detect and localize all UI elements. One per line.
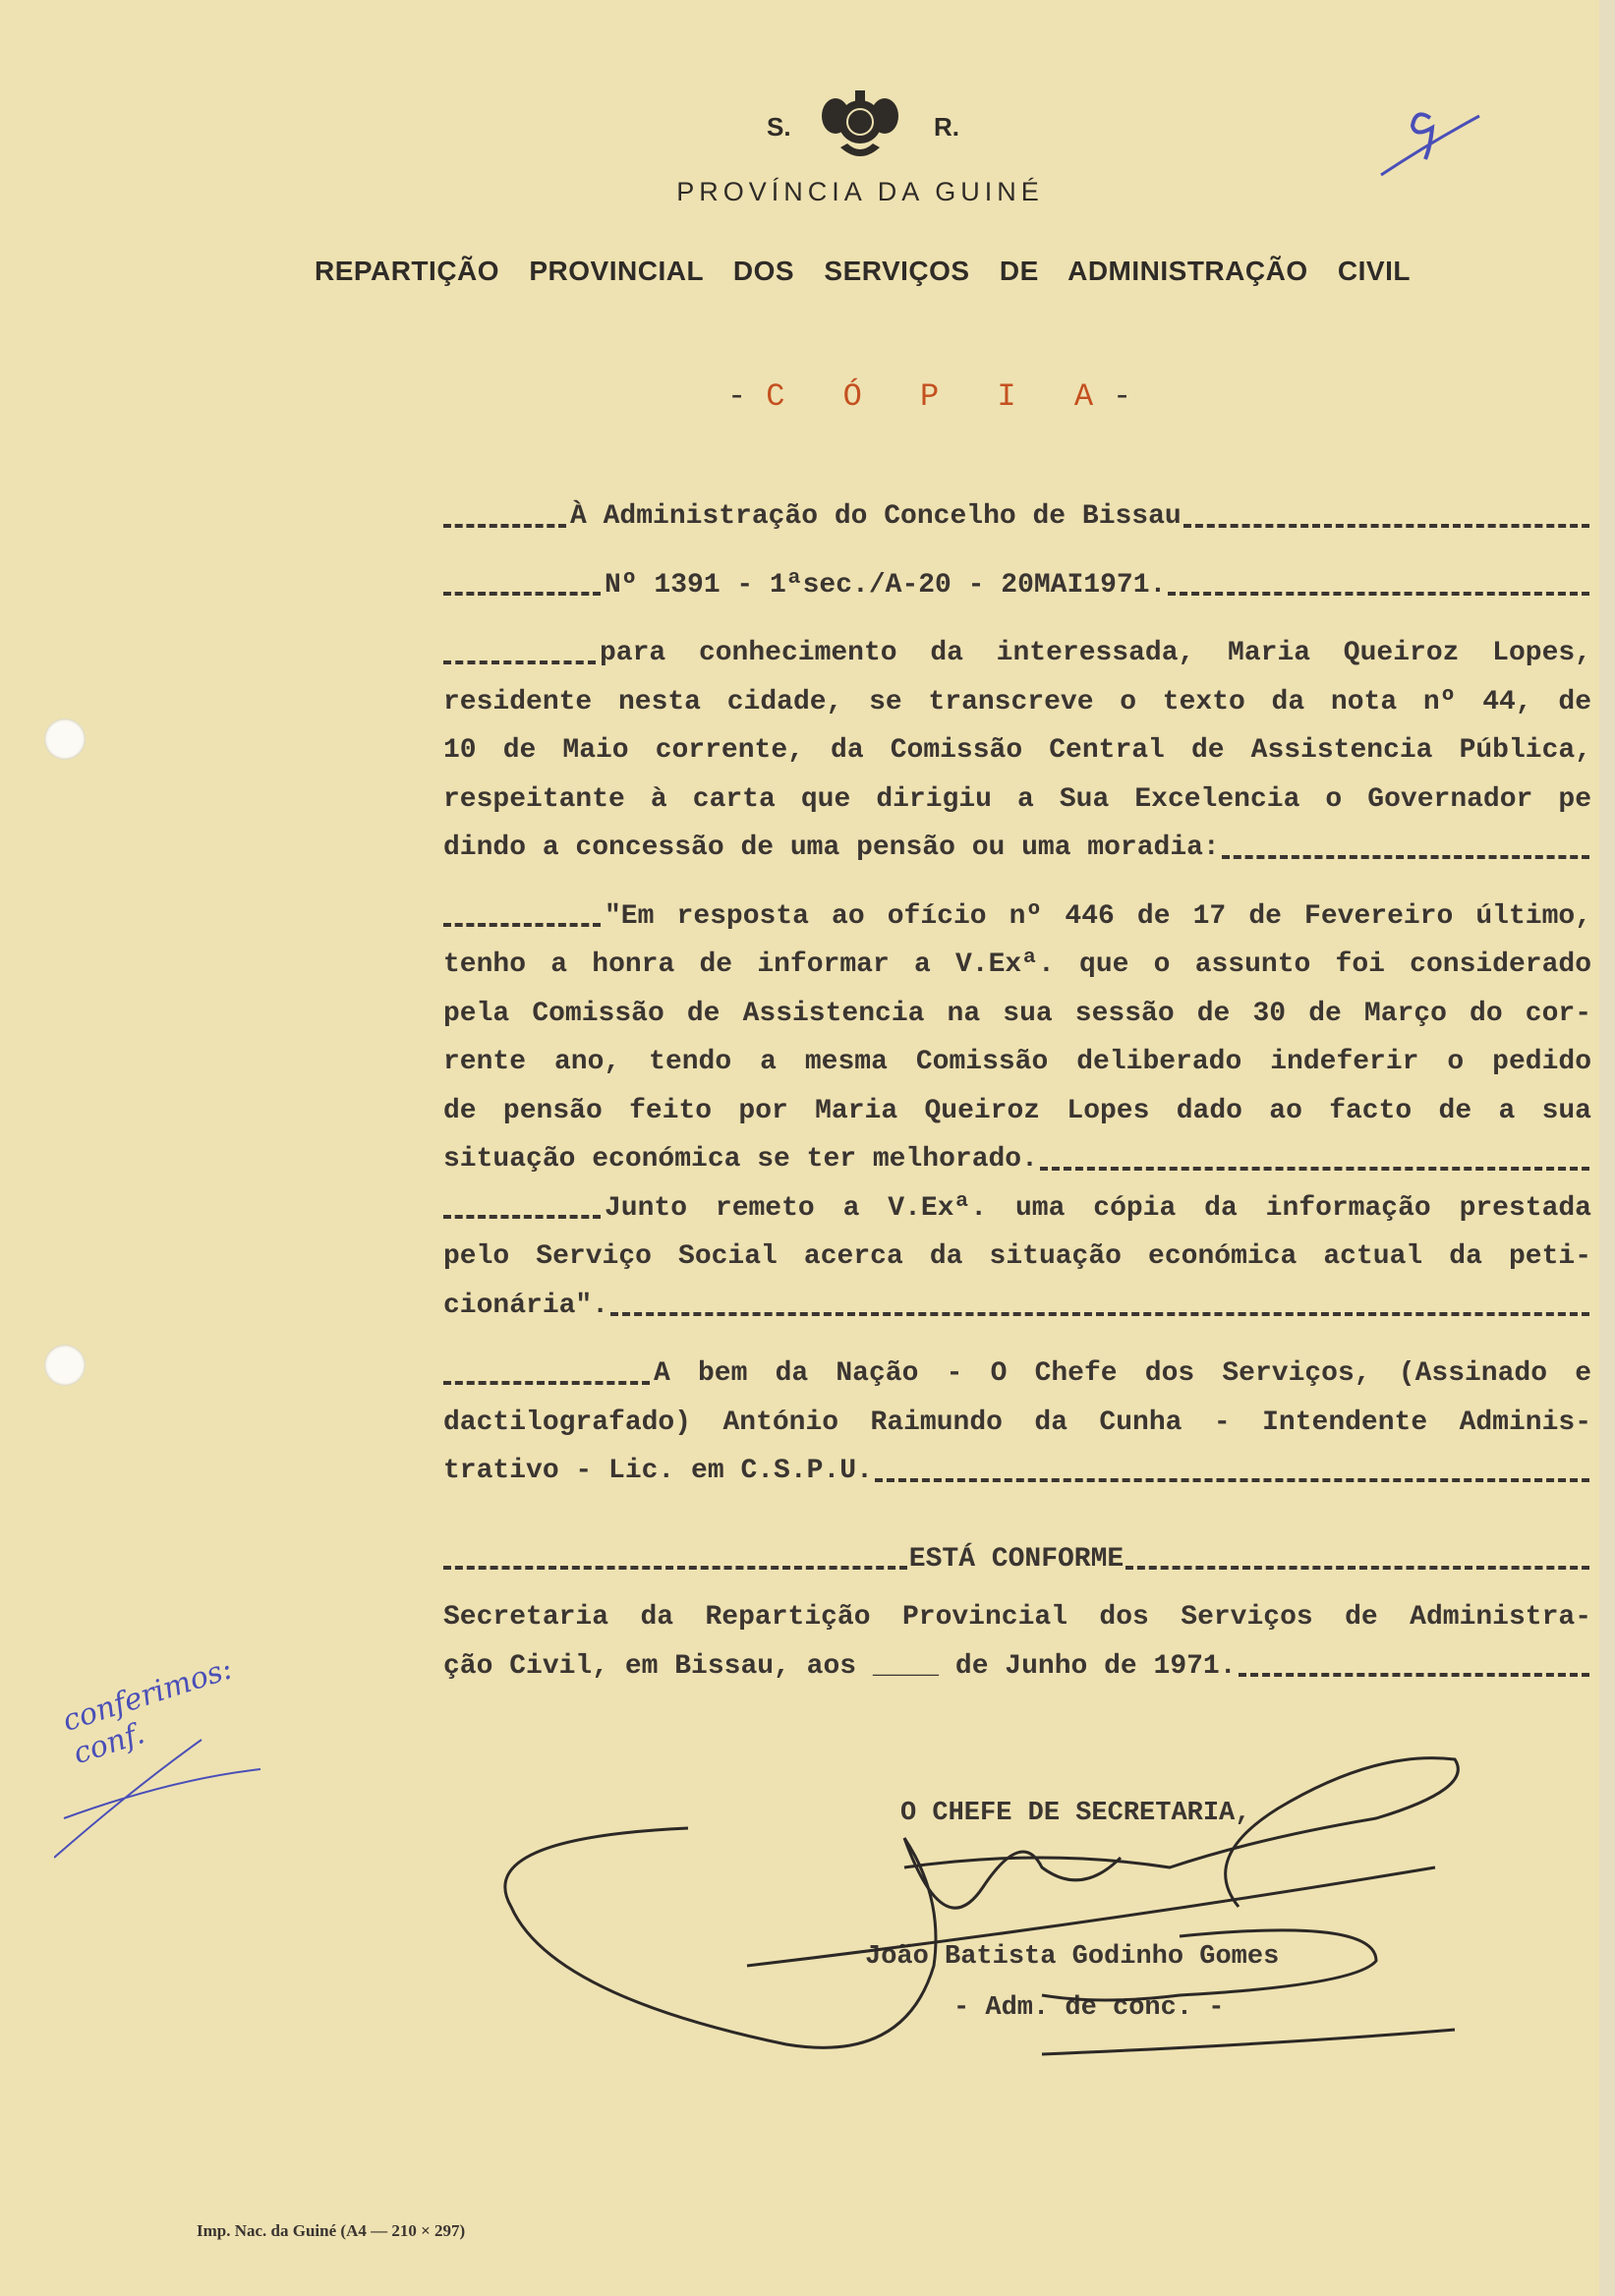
signature-scribble <box>491 1750 1533 2103</box>
coat-of-arms-icon <box>816 86 904 165</box>
printer-imprint: Imp. Nac. da Guiné (A4 — 210 × 297) <box>197 2221 466 2240</box>
punch-hole <box>44 1345 86 1386</box>
department-title: REPARTIÇÃO PROVINCIAL DOS SERVIÇOS DE ADMINISTRAÇÃO CIVIL <box>315 256 1411 286</box>
text-line: dindo a concessão de uma pensão ou uma moradia: <box>443 832 1591 882</box>
signature-title: O CHEFE DE SECRETARIA, <box>900 1799 1251 1828</box>
copy-label: -C Ó P I A- <box>727 378 1152 415</box>
text-line: de pensão feito por Maria Queiroz Lopes dado ao facto de a sua <box>443 1095 1591 1126</box>
text-line: A bem da Nação - O Chefe dos Serviços, (Assinado e <box>443 1358 1591 1407</box>
copy-label-text: C Ó P I A <box>766 378 1114 415</box>
page-edge <box>1599 0 1615 2296</box>
punch-hole <box>44 718 86 760</box>
text-line: pelo Serviço Social acerca da situação económica actual da peti- <box>443 1241 1591 1272</box>
text-line: trativo - Lic. em C.S.P.U. <box>443 1456 1591 1505</box>
certification: ESTÁ CONFORME <box>908 1543 1125 1575</box>
text-line: para conhecimento da interessada, Maria Queiroz Lopes, <box>443 638 1591 687</box>
text-line <box>443 1651 1591 1700</box>
text-line: cionária". <box>443 1291 1591 1340</box>
signatory-role: - Adm. de conc. - <box>953 1993 1225 2023</box>
header-r: R. <box>934 112 959 142</box>
text-line: rente ano, tendo a mesma Comissão deliberado indeferir o pedido <box>443 1047 1591 1077</box>
addressee: À Administração do Concelho de Bissau <box>570 501 1182 532</box>
annotation-text: conferimos: conf. <box>58 1651 237 1772</box>
text-line: dactilografado) António Raimundo da Cunha - Intendente Adminis- <box>443 1406 1591 1438</box>
text-line <box>443 1544 1591 1593</box>
text-line: situação económica se ter melhorado. <box>443 1144 1591 1193</box>
text-line: tenho a honra de informar a V.Exª. que o assunto foi considerado <box>443 949 1591 980</box>
reference-number: Nº 1391 - 1ªsec./A-20 - 20MAI1971. <box>605 569 1167 601</box>
handwritten-page-number <box>1371 98 1489 187</box>
text-line: respeitante à carta que dirigiu a Sua Excelencia o Governador pe <box>443 783 1591 815</box>
letter-body <box>443 501 1591 1699</box>
date-line: ção Civil, em Bissau, aos ____ de Junho de 1971. <box>443 1650 1237 1682</box>
text-line: 10 de Maio corrente, da Comissão Central de Assistencia Pública, <box>443 735 1591 766</box>
signatory-name: João Batista Godinho Gomes <box>865 1942 1280 1972</box>
text-line: pela Comissão de Assistencia na sua sessão de 30 de Março do cor- <box>443 998 1591 1029</box>
province-title: PROVÍNCIA DA GUINÉ <box>676 177 1044 206</box>
header-s: S. <box>767 112 791 142</box>
text-line: Junto remeto a V.Exª. uma cópia da informação prestada <box>443 1193 1591 1242</box>
text-line: residente nesta cidade, se transcreve o texto da nota nº 44, de <box>443 686 1591 718</box>
text-line <box>443 501 1591 550</box>
text-line: "Em resposta ao ofício nº 446 de 17 de Fevereiro último, <box>443 901 1591 950</box>
text-line <box>443 570 1591 619</box>
text-line: Secretaria da Repartição Provincial dos Serviços de Administra- <box>443 1602 1591 1633</box>
handwritten-annotation <box>54 1651 280 1867</box>
